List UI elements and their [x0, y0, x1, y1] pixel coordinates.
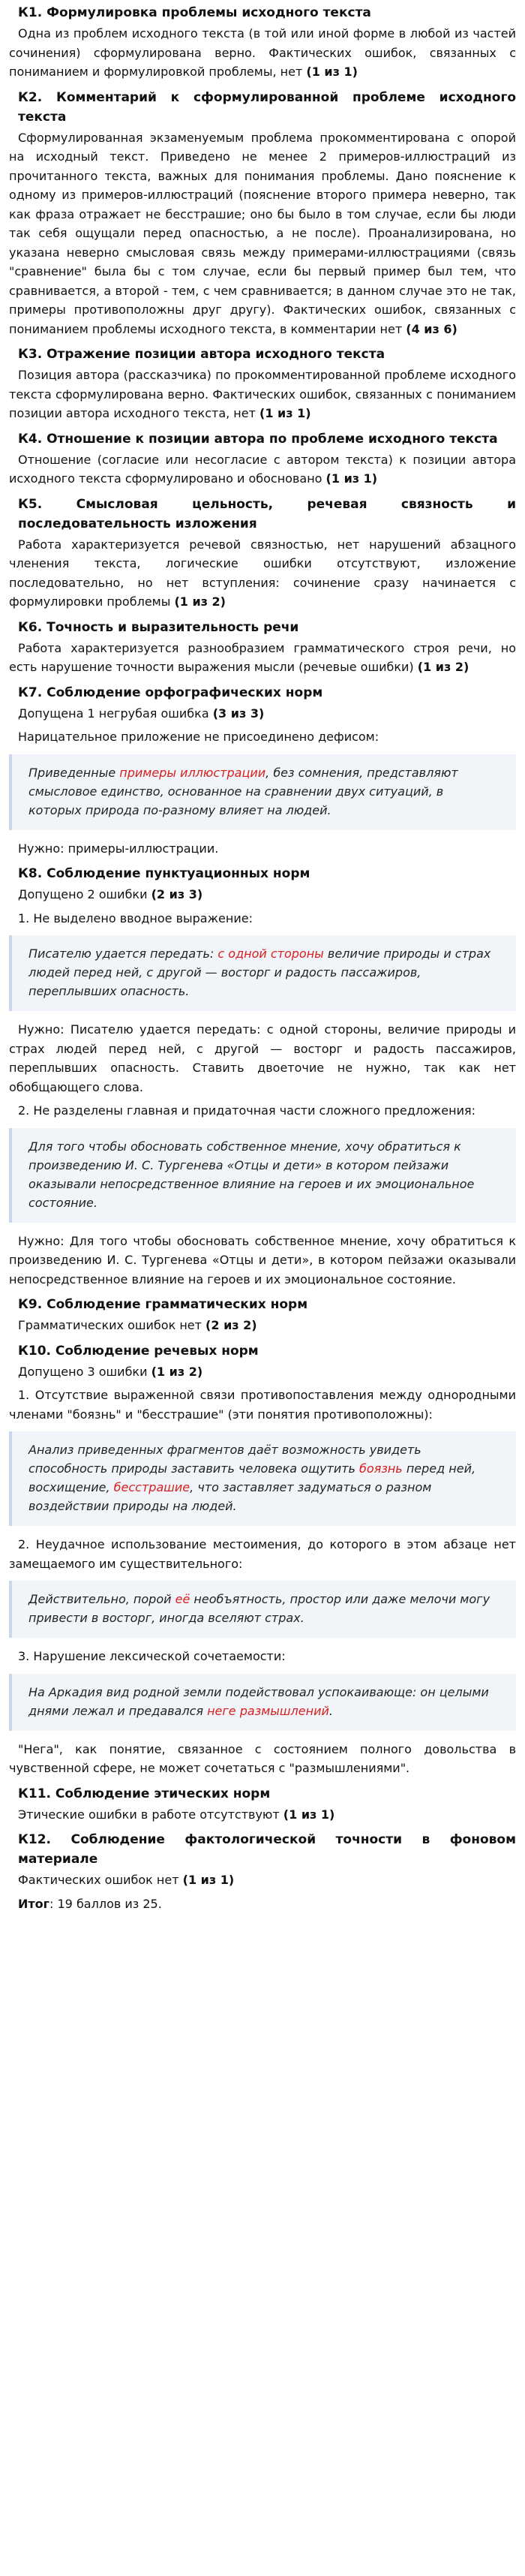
- error-fix: Нужно: Для того чтобы обосновать собственное мнение, хочу обратиться к произведению И. С. Тургенева «Отцы и дети», в котором пейзажи оказывали непосредственное влияние на героев и их эмоциональное состояние.: [9, 1233, 516, 1286]
- error-fix: "Нега", как понятие, связанное с состоянием полного довольства в чувственной сфере, не может сочетаться с "размышлениями".: [9, 1741, 516, 1775]
- error-highlight: примеры иллюстрации: [119, 765, 266, 780]
- error-note: 2. Неудачное использование местоимения, до которого в этом абзаце нет замещаемого им существительного:: [9, 1537, 516, 1571]
- criterion-k1: [9, 2, 516, 82]
- error-note: Нарицательное приложение не присоединено дефисом:: [18, 730, 380, 744]
- criterion-k5: [9, 493, 516, 612]
- criterion-score: (1 из 2): [174, 594, 226, 609]
- error-fix: Нужно: примеры-иллюстрации.: [18, 841, 219, 856]
- error-highlight: с одной стороны: [218, 946, 324, 961]
- criterion-score: (2 из 3): [151, 887, 203, 901]
- criterion-summary: Фактических ошибок нет (1 из 1): [18, 1873, 235, 1887]
- criterion-score: (1 из 2): [151, 1364, 203, 1379]
- criterion-summary: Допущено 3 ошибки (1 из 2): [18, 1364, 203, 1379]
- criterion-title: К5. Смысловая цельность, речевая связность и последовательность изложения: [18, 496, 516, 531]
- criterion-comment: Сформулированная экзаменуемым проблема прокомментирована с опорой на исходный текст. Приведено не менее 2 примеров-иллюстраций из прочитанного текста, важных для понимания проблемы. Дано пояснение к одному из примеров-иллюстраций (пояснение второго примера неверно, так как фраза отражает не бесстрашие; оно бы было в том случае, если бы люди так себя ощущали перед опасностью, а не после). Проанализирована, но указана неверно смысловая связь между примерами-иллюстрациями (связь "сравнение" была бы с том случае, если бы первый пример был тем, что сравнивается, а второй - тем, с чем сравнивается; в данном случае это не так, примеры противоположны друг другу). Фактических ошибок, связанных с пониманием проблемы исходного текста, в комментарии нет (4 из 6): [9, 130, 516, 336]
- error-note: 2. Не разделены главная и придаточная части сложного предложения:: [18, 1103, 476, 1118]
- error-highlight: неге размышлений: [207, 1703, 329, 1718]
- error-highlight: её: [175, 1592, 190, 1606]
- error-quote: Анализ приведенных фрагментов даёт возможность увидеть способность природы заставить человека ощутить боязнь перед ней, восхищение, бесстрашие, что заставляет задуматься о разном воздействии природы на людей.: [9, 1431, 516, 1526]
- total-score: [9, 1894, 516, 1914]
- error-highlight: бесстрашие: [113, 1480, 190, 1494]
- error-quote: Действительно, порой её необъятность, простор или даже мелочи могу привести в восторг, иногда вселяют страх.: [9, 1581, 516, 1638]
- criterion-title: К2. Комментарий к сформулированной проблеме исходного текста: [18, 89, 516, 125]
- criterion-title: К7. Соблюдение орфографических норм: [18, 685, 323, 700]
- criterion-k8: [9, 862, 516, 1289]
- total-value: : 19 баллов из 25.: [50, 1896, 162, 1911]
- criterion-title: К10. Соблюдение речевых норм: [18, 1343, 259, 1359]
- criterion-score: (1 из 1): [306, 65, 358, 79]
- error-quote: Писателю удается передать: с одной стороны величие природы и страх людей перед ней, с другой — восторг и радость пассажиров, переплывших опасность.: [9, 935, 516, 1011]
- criterion-comment: Работа характеризуется разнообразием грамматического строя речи, но есть нарушение точности выражения мысли (речевые ошибки) (1 из 2): [9, 640, 516, 674]
- criterion-title: К12. Соблюдение фактологической точности в фоновом материале: [18, 1832, 516, 1867]
- error-note: 3. Нарушение лексической сочетаемости:: [18, 1649, 286, 1663]
- criterion-title: К3. Отражение позиции автора исходного текста: [18, 347, 386, 362]
- criterion-summary: Этические ошибки в работе отсутствуют (1 из 1): [18, 1807, 335, 1822]
- criterion-title: К8. Соблюдение пунктуационных норм: [18, 866, 310, 881]
- criterion-title: К1. Формулировка проблемы исходного текста: [18, 5, 371, 20]
- error-note: 1. Не выделено вводное выражение:: [18, 910, 253, 925]
- criterion-score: (1 из 1): [260, 406, 311, 420]
- error-fix: Нужно: Писателю удается передать: с одной стороны, величие природы и страх людей перед ней, с другой — восторг и радость пассажиров, переплывших опасность. Ставить двоеточие не нужно, так как нет обобщающего слова.: [9, 1022, 516, 1094]
- criterion-comment: Позиция автора (рассказчика) по прокомментированной проблеме исходного текста сформулирована верно. Фактических ошибок, связанных с пониманием позиции автора исходного текста, нет (1 из 1): [9, 368, 516, 420]
- criterion-summary: Допущено 2 ошибки (2 из 3): [18, 887, 203, 901]
- total-label: Итог: [18, 1896, 50, 1911]
- error-quote: Приведенные примеры иллюстрации, без сомнения, представляют смысловое единство, основанное на сравнении двух ситуаций, в которых природа по-разному влияет на людей.: [9, 754, 516, 830]
- criterion-score: (3 из 3): [212, 706, 265, 721]
- error-quote: Для того чтобы обосновать собственное мнение, хочу обратиться к произведению И. С. Тургенева «Отцы и дети» в котором пейзажи оказывали непосредственное влияние на героев и их эмоциональное состояние.: [9, 1128, 516, 1223]
- criterion-score: (4 из 6): [406, 321, 458, 336]
- criterion-comment: Работа характеризуется речевой связностью, нет нарушений абзацного членения текста, логические ошибки отсутствуют, изложение последовательно, но нет вступления: сочинение сразу начинается с формулировки проблемы (1 из 2): [9, 537, 516, 609]
- criterion-k4: [9, 428, 516, 489]
- criterion-summary: Грамматических ошибок нет (2 из 2): [18, 1318, 257, 1332]
- criterion-comment: Одна из проблем исходного текста (в той или иной форме в любой из частей сочинения) сформулирована верно. Фактических ошибок, связанных с пониманием и формулировкой проблемы, нет (1 из 1): [9, 26, 516, 79]
- error-highlight: боязнь: [359, 1461, 403, 1476]
- criterion-title: К4. Отношение к позиции автора по проблеме исходного текста: [18, 431, 498, 447]
- criterion-k2: [9, 86, 516, 339]
- criterion-score: (1 из 1): [283, 1807, 335, 1822]
- criterion-score: (2 из 2): [206, 1318, 257, 1332]
- criterion-summary: Допущена 1 негрубая ошибка (3 из 3): [18, 706, 265, 721]
- criterion-score: (1 из 1): [182, 1873, 235, 1887]
- criterion-title: К11. Соблюдение этических норм: [18, 1786, 271, 1801]
- error-quote: На Аркадия вид родной земли подействовал успокаивающе: он целыми днями лежал и предавался неге размышлений.: [9, 1674, 516, 1731]
- criterion-k3: [9, 343, 516, 423]
- criterion-k11: [9, 1783, 516, 1825]
- criterion-k9: [9, 1293, 516, 1335]
- criterion-k12: [9, 1828, 516, 1913]
- criterion-comment: Отношение (согласие или несогласие с автором текста) к позиции автора исходного текста сформулировано и обосновано (1 из 1): [9, 452, 516, 486]
- criterion-k7: [9, 682, 516, 859]
- criterion-score: (1 из 1): [326, 471, 378, 486]
- criterion-k6: [9, 616, 516, 677]
- error-note: 1. Отсутствие выраженной связи противопоставления между однородными членами "боязнь" и "бесстрашие" (эти понятия противоположны):: [9, 1388, 516, 1422]
- criterion-title: К6. Точность и выразительность речи: [18, 619, 299, 635]
- criterion-score: (1 из 2): [417, 660, 470, 674]
- criterion-title: К9. Соблюдение грамматических норм: [18, 1297, 308, 1312]
- criterion-k10: [9, 1340, 516, 1778]
